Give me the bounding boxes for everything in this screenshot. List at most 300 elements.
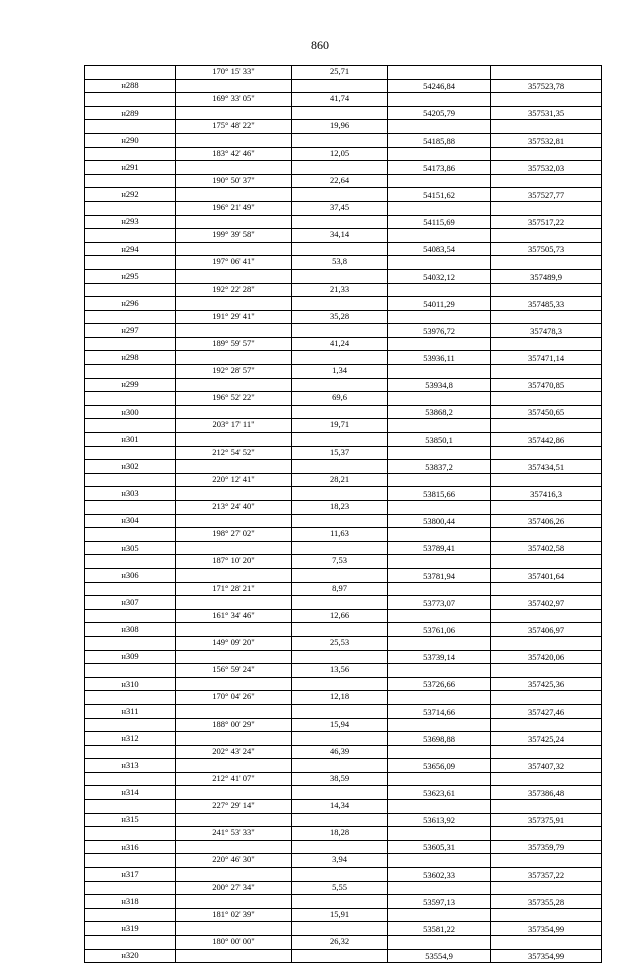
- segment-row: [85, 881, 602, 895]
- segment-empty-cell: [388, 936, 491, 950]
- segment-row: [85, 256, 602, 270]
- distance-cell: 53,8: [292, 256, 388, 270]
- segment-empty-cell: [388, 337, 491, 351]
- angle-cell: 191° 29' 41": [176, 310, 292, 324]
- point-name-cell: н296: [85, 297, 176, 311]
- segment-row: [85, 555, 602, 569]
- segment-empty-cell: [491, 174, 602, 188]
- segment-empty-cell: [388, 120, 491, 134]
- y-coordinate-cell: 357407,32: [491, 759, 602, 773]
- segment-empty-cell: [491, 718, 602, 732]
- angle-cell: 202° 43' 24": [176, 745, 292, 759]
- point-empty-cell: [176, 541, 292, 555]
- segment-empty-cell: [388, 93, 491, 107]
- angle-cell: 241° 53' 33": [176, 827, 292, 841]
- x-coordinate-cell: 54246,84: [388, 79, 491, 93]
- point-empty-cell: [176, 460, 292, 474]
- segment-empty-cell: [388, 555, 491, 569]
- x-coordinate-cell: 53815,66: [388, 487, 491, 501]
- point-empty-cell: [176, 786, 292, 800]
- y-coordinate-cell: 357434,51: [491, 460, 602, 474]
- angle-cell: 149° 09' 20": [176, 636, 292, 650]
- point-empty-cell: [292, 922, 388, 936]
- segment-empty-cell: [388, 392, 491, 406]
- point-name-cell: н289: [85, 106, 176, 120]
- segment-row: [85, 800, 602, 814]
- y-coordinate-cell: 357401,64: [491, 568, 602, 582]
- segment-row: [85, 827, 602, 841]
- point-empty-cell: [292, 704, 388, 718]
- x-coordinate-cell: 53656,09: [388, 759, 491, 773]
- point-name-cell: н317: [85, 868, 176, 882]
- segment-row: [85, 501, 602, 515]
- segment-row: [85, 120, 602, 134]
- segment-empty-cell: [491, 501, 602, 515]
- segment-empty-cell: [85, 473, 176, 487]
- point-empty-cell: [292, 106, 388, 120]
- point-empty-cell: [176, 922, 292, 936]
- x-coordinate-cell: 53714,66: [388, 704, 491, 718]
- angle-cell: 212° 41' 07": [176, 772, 292, 786]
- point-name-cell: н288: [85, 79, 176, 93]
- point-row: [85, 133, 602, 147]
- point-name-cell: н306: [85, 568, 176, 582]
- distance-cell: 15,91: [292, 908, 388, 922]
- segment-empty-cell: [85, 908, 176, 922]
- x-coordinate-cell: 54083,54: [388, 242, 491, 256]
- y-coordinate-cell: 357416,3: [491, 487, 602, 501]
- y-coordinate-cell: 357478,3: [491, 324, 602, 338]
- segment-empty-cell: [491, 854, 602, 868]
- point-name-cell: н290: [85, 133, 176, 147]
- point-empty-cell: [176, 269, 292, 283]
- segment-row: [85, 337, 602, 351]
- segment-empty-cell: [388, 745, 491, 759]
- segment-empty-cell: [85, 256, 176, 270]
- point-empty-cell: [292, 813, 388, 827]
- segment-row: [85, 229, 602, 243]
- point-name-cell: н319: [85, 922, 176, 936]
- point-name-cell: н301: [85, 433, 176, 447]
- segment-row: [85, 745, 602, 759]
- segment-empty-cell: [388, 609, 491, 623]
- point-row: [85, 568, 602, 582]
- y-coordinate-cell: 357355,28: [491, 895, 602, 909]
- segment-empty-cell: [388, 419, 491, 433]
- point-empty-cell: [292, 79, 388, 93]
- distance-cell: 15,37: [292, 446, 388, 460]
- x-coordinate-cell: 54032,12: [388, 269, 491, 283]
- distance-cell: 14,34: [292, 800, 388, 814]
- point-row: [85, 79, 602, 93]
- point-empty-cell: [176, 514, 292, 528]
- point-empty-cell: [292, 351, 388, 365]
- segment-empty-cell: [491, 936, 602, 950]
- point-empty-cell: [292, 324, 388, 338]
- y-coordinate-cell: 357517,22: [491, 215, 602, 229]
- point-empty-cell: [176, 106, 292, 120]
- point-name-cell: н298: [85, 351, 176, 365]
- segment-empty-cell: [491, 664, 602, 678]
- x-coordinate-cell: 53623,61: [388, 786, 491, 800]
- coordinates-table: [84, 65, 602, 963]
- point-empty-cell: [292, 514, 388, 528]
- segment-empty-cell: [85, 555, 176, 569]
- segment-empty-cell: [388, 718, 491, 732]
- x-coordinate-cell: 54185,88: [388, 133, 491, 147]
- distance-cell: 34,14: [292, 229, 388, 243]
- segment-empty-cell: [388, 310, 491, 324]
- point-row: [85, 623, 602, 637]
- segment-empty-cell: [491, 120, 602, 134]
- point-empty-cell: [292, 405, 388, 419]
- angle-cell: 188° 00' 29": [176, 718, 292, 732]
- distance-cell: 19,96: [292, 120, 388, 134]
- distance-cell: 11,63: [292, 528, 388, 542]
- segment-empty-cell: [388, 283, 491, 297]
- distance-cell: 28,21: [292, 473, 388, 487]
- point-empty-cell: [292, 433, 388, 447]
- x-coordinate-cell: 53761,06: [388, 623, 491, 637]
- y-coordinate-cell: 357450,65: [491, 405, 602, 419]
- x-coordinate-cell: 54151,62: [388, 188, 491, 202]
- point-row: [85, 949, 602, 963]
- point-empty-cell: [176, 677, 292, 691]
- y-coordinate-cell: 357425,24: [491, 732, 602, 746]
- distance-cell: 15,94: [292, 718, 388, 732]
- segment-row: [85, 664, 602, 678]
- point-row: [85, 840, 602, 854]
- point-row: [85, 378, 602, 392]
- point-empty-cell: [176, 215, 292, 229]
- x-coordinate-cell: 54173,86: [388, 161, 491, 175]
- distance-cell: 21,33: [292, 283, 388, 297]
- x-coordinate-cell: 53739,14: [388, 650, 491, 664]
- point-empty-cell: [292, 188, 388, 202]
- distance-cell: 1,34: [292, 365, 388, 379]
- segment-empty-cell: [85, 745, 176, 759]
- y-coordinate-cell: 357354,99: [491, 949, 602, 963]
- segment-empty-cell: [85, 827, 176, 841]
- segment-empty-cell: [491, 827, 602, 841]
- point-empty-cell: [176, 623, 292, 637]
- angle-cell: 198° 27' 02": [176, 528, 292, 542]
- angle-cell: 192° 28' 57": [176, 365, 292, 379]
- segment-empty-cell: [388, 908, 491, 922]
- point-name-cell: н303: [85, 487, 176, 501]
- segment-empty-cell: [85, 392, 176, 406]
- point-empty-cell: [176, 568, 292, 582]
- point-empty-cell: [176, 378, 292, 392]
- point-empty-cell: [176, 297, 292, 311]
- segment-empty-cell: [85, 691, 176, 705]
- y-coordinate-cell: 357402,58: [491, 541, 602, 555]
- point-row: [85, 487, 602, 501]
- segment-row: [85, 854, 602, 868]
- point-empty-cell: [292, 568, 388, 582]
- point-name-cell: н297: [85, 324, 176, 338]
- distance-cell: 8,97: [292, 582, 388, 596]
- segment-row: [85, 419, 602, 433]
- point-empty-cell: [292, 596, 388, 610]
- angle-cell: 196° 21' 49": [176, 201, 292, 215]
- point-name-cell: н299: [85, 378, 176, 392]
- segment-empty-cell: [85, 800, 176, 814]
- y-coordinate-cell: 357505,73: [491, 242, 602, 256]
- point-empty-cell: [292, 949, 388, 963]
- segment-empty-cell: [388, 636, 491, 650]
- y-coordinate-cell: 357471,14: [491, 351, 602, 365]
- y-coordinate-cell: 357531,35: [491, 106, 602, 120]
- point-name-cell: н312: [85, 732, 176, 746]
- y-coordinate-cell: 357485,33: [491, 297, 602, 311]
- x-coordinate-cell: 53934,8: [388, 378, 491, 392]
- segment-empty-cell: [491, 93, 602, 107]
- y-coordinate-cell: 357354,99: [491, 922, 602, 936]
- segment-row: [85, 446, 602, 460]
- angle-cell: 190° 50' 37": [176, 174, 292, 188]
- segment-empty-cell: [85, 419, 176, 433]
- distance-cell: 3,94: [292, 854, 388, 868]
- segment-empty-cell: [491, 555, 602, 569]
- x-coordinate-cell: 53597,13: [388, 895, 491, 909]
- segment-row: [85, 201, 602, 215]
- point-row: [85, 541, 602, 555]
- segment-empty-cell: [85, 66, 176, 80]
- distance-cell: 46,39: [292, 745, 388, 759]
- distance-cell: 13,56: [292, 664, 388, 678]
- x-coordinate-cell: 53581,22: [388, 922, 491, 936]
- point-empty-cell: [292, 133, 388, 147]
- point-empty-cell: [176, 813, 292, 827]
- distance-cell: 12,05: [292, 147, 388, 161]
- x-coordinate-cell: 53781,94: [388, 568, 491, 582]
- segment-empty-cell: [85, 609, 176, 623]
- angle-cell: 199° 39' 58": [176, 229, 292, 243]
- segment-empty-cell: [491, 800, 602, 814]
- y-coordinate-cell: 357402,97: [491, 596, 602, 610]
- segment-empty-cell: [388, 528, 491, 542]
- y-coordinate-cell: 357527,77: [491, 188, 602, 202]
- segment-row: [85, 310, 602, 324]
- x-coordinate-cell: 54011,29: [388, 297, 491, 311]
- point-row: [85, 215, 602, 229]
- segment-row: [85, 365, 602, 379]
- segment-empty-cell: [85, 283, 176, 297]
- distance-cell: 12,66: [292, 609, 388, 623]
- point-empty-cell: [176, 161, 292, 175]
- x-coordinate-cell: 54115,69: [388, 215, 491, 229]
- point-empty-cell: [292, 895, 388, 909]
- point-row: [85, 297, 602, 311]
- segment-empty-cell: [491, 772, 602, 786]
- segment-empty-cell: [85, 501, 176, 515]
- page-number: 860: [311, 38, 329, 52]
- segment-empty-cell: [85, 310, 176, 324]
- point-name-cell: н304: [85, 514, 176, 528]
- segment-empty-cell: [491, 908, 602, 922]
- y-coordinate-cell: 357470,85: [491, 378, 602, 392]
- segment-empty-cell: [388, 772, 491, 786]
- x-coordinate-cell: 53726,66: [388, 677, 491, 691]
- distance-cell: 12,18: [292, 691, 388, 705]
- point-row: [85, 650, 602, 664]
- y-coordinate-cell: 357442,86: [491, 433, 602, 447]
- segment-row: [85, 174, 602, 188]
- point-row: [85, 188, 602, 202]
- point-name-cell: н300: [85, 405, 176, 419]
- y-coordinate-cell: 357357,22: [491, 868, 602, 882]
- segment-empty-cell: [388, 66, 491, 80]
- segment-empty-cell: [85, 582, 176, 596]
- angle-cell: 170° 15' 33": [176, 66, 292, 80]
- point-name-cell: н295: [85, 269, 176, 283]
- segment-empty-cell: [85, 174, 176, 188]
- point-name-cell: н291: [85, 161, 176, 175]
- angle-cell: 212° 54' 52": [176, 446, 292, 460]
- segment-row: [85, 582, 602, 596]
- angle-cell: 197° 06' 41": [176, 256, 292, 270]
- point-empty-cell: [176, 242, 292, 256]
- point-empty-cell: [292, 487, 388, 501]
- point-name-cell: н292: [85, 188, 176, 202]
- segment-empty-cell: [388, 147, 491, 161]
- angle-cell: 187° 10' 20": [176, 555, 292, 569]
- distance-cell: 25,53: [292, 636, 388, 650]
- segment-empty-cell: [491, 582, 602, 596]
- point-empty-cell: [176, 133, 292, 147]
- x-coordinate-cell: 53976,72: [388, 324, 491, 338]
- point-empty-cell: [176, 405, 292, 419]
- segment-empty-cell: [491, 636, 602, 650]
- angle-cell: 213° 24' 40": [176, 501, 292, 515]
- point-name-cell: н318: [85, 895, 176, 909]
- x-coordinate-cell: 53789,41: [388, 541, 491, 555]
- point-row: [85, 922, 602, 936]
- distance-cell: 22,64: [292, 174, 388, 188]
- point-name-cell: н302: [85, 460, 176, 474]
- angle-cell: 220° 12' 41": [176, 473, 292, 487]
- segment-empty-cell: [388, 582, 491, 596]
- segment-empty-cell: [491, 446, 602, 460]
- y-coordinate-cell: 357420,06: [491, 650, 602, 664]
- angle-cell: 156° 59' 24": [176, 664, 292, 678]
- point-empty-cell: [292, 759, 388, 773]
- point-row: [85, 813, 602, 827]
- point-row: [85, 242, 602, 256]
- distance-cell: 69,6: [292, 392, 388, 406]
- point-empty-cell: [292, 242, 388, 256]
- segment-empty-cell: [388, 229, 491, 243]
- point-empty-cell: [176, 79, 292, 93]
- segment-empty-cell: [85, 718, 176, 732]
- point-empty-cell: [176, 188, 292, 202]
- x-coordinate-cell: 53605,31: [388, 840, 491, 854]
- angle-cell: 183° 42' 46": [176, 147, 292, 161]
- point-name-cell: н305: [85, 541, 176, 555]
- segment-empty-cell: [491, 745, 602, 759]
- angle-cell: 180° 00' 00": [176, 936, 292, 950]
- angle-cell: 181° 02' 39": [176, 908, 292, 922]
- y-coordinate-cell: 357406,97: [491, 623, 602, 637]
- point-empty-cell: [292, 840, 388, 854]
- segment-empty-cell: [388, 473, 491, 487]
- point-empty-cell: [292, 677, 388, 691]
- x-coordinate-cell: 53850,1: [388, 433, 491, 447]
- distance-cell: 18,23: [292, 501, 388, 515]
- point-row: [85, 433, 602, 447]
- angle-cell: 227° 29' 14": [176, 800, 292, 814]
- y-coordinate-cell: 357386,48: [491, 786, 602, 800]
- segment-empty-cell: [388, 256, 491, 270]
- segment-empty-cell: [388, 446, 491, 460]
- angle-cell: 171° 28' 21": [176, 582, 292, 596]
- y-coordinate-cell: 357489,9: [491, 269, 602, 283]
- segment-empty-cell: [491, 365, 602, 379]
- segment-empty-cell: [85, 528, 176, 542]
- point-empty-cell: [292, 269, 388, 283]
- segment-row: [85, 147, 602, 161]
- segment-empty-cell: [85, 120, 176, 134]
- point-row: [85, 704, 602, 718]
- segment-empty-cell: [491, 66, 602, 80]
- point-row: [85, 895, 602, 909]
- segment-empty-cell: [491, 256, 602, 270]
- point-row: [85, 868, 602, 882]
- segment-row: [85, 718, 602, 732]
- segment-empty-cell: [85, 93, 176, 107]
- point-empty-cell: [292, 786, 388, 800]
- distance-cell: 37,45: [292, 201, 388, 215]
- x-coordinate-cell: 53613,92: [388, 813, 491, 827]
- segment-empty-cell: [491, 337, 602, 351]
- point-empty-cell: [292, 297, 388, 311]
- segment-empty-cell: [388, 365, 491, 379]
- segment-empty-cell: [491, 392, 602, 406]
- segment-empty-cell: [491, 147, 602, 161]
- point-row: [85, 677, 602, 691]
- point-empty-cell: [292, 868, 388, 882]
- x-coordinate-cell: 53837,2: [388, 460, 491, 474]
- segment-row: [85, 908, 602, 922]
- segment-empty-cell: [491, 201, 602, 215]
- distance-cell: 7,53: [292, 555, 388, 569]
- point-empty-cell: [292, 541, 388, 555]
- point-row: [85, 269, 602, 283]
- segment-empty-cell: [491, 229, 602, 243]
- segment-row: [85, 636, 602, 650]
- segment-empty-cell: [85, 881, 176, 895]
- distance-cell: 25,71: [292, 66, 388, 80]
- segment-empty-cell: [491, 609, 602, 623]
- point-name-cell: н308: [85, 623, 176, 637]
- point-row: [85, 732, 602, 746]
- segment-empty-cell: [85, 365, 176, 379]
- distance-cell: 19,71: [292, 419, 388, 433]
- segment-empty-cell: [85, 772, 176, 786]
- point-empty-cell: [176, 650, 292, 664]
- point-row: [85, 106, 602, 120]
- distance-cell: 26,32: [292, 936, 388, 950]
- point-name-cell: н307: [85, 596, 176, 610]
- x-coordinate-cell: 54205,79: [388, 106, 491, 120]
- segment-empty-cell: [388, 800, 491, 814]
- segment-empty-cell: [491, 473, 602, 487]
- point-empty-cell: [176, 949, 292, 963]
- y-coordinate-cell: 357532,81: [491, 133, 602, 147]
- segment-empty-cell: [491, 310, 602, 324]
- point-empty-cell: [292, 215, 388, 229]
